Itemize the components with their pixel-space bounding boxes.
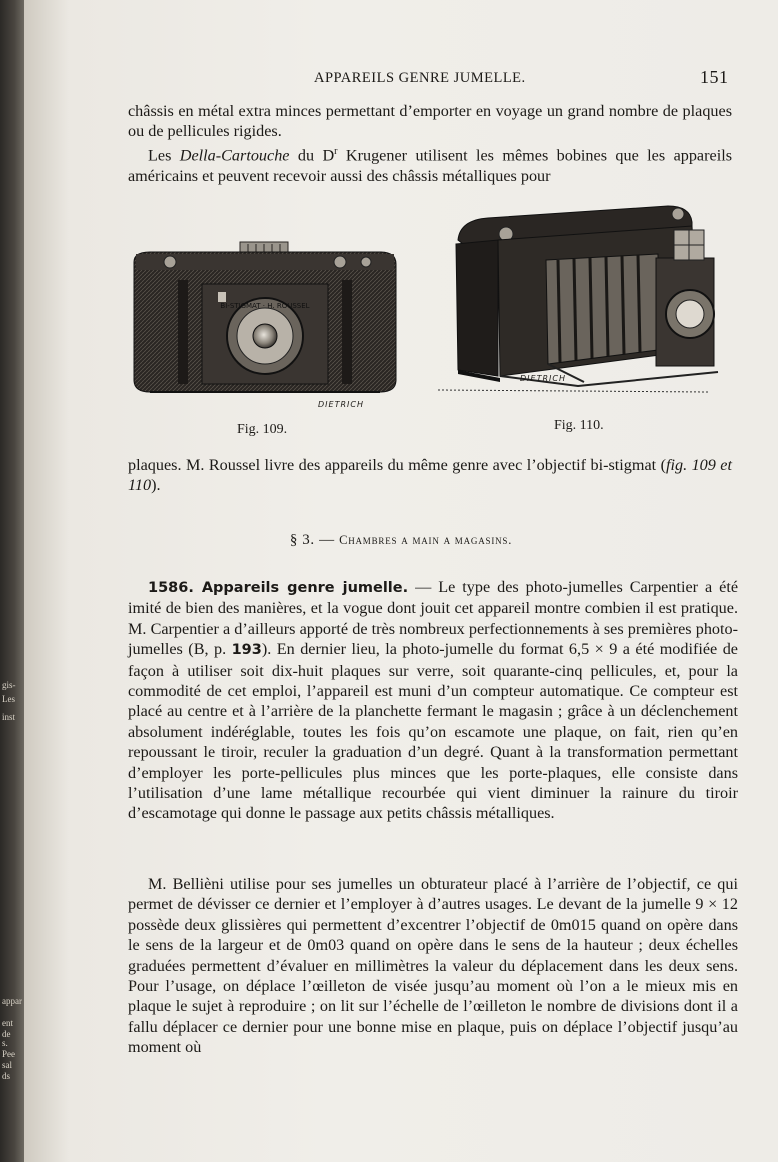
spine-fragment: gis- [2, 680, 16, 690]
page-reference: 193 [231, 642, 262, 659]
paragraph-intro [128, 101, 732, 186]
section-dash: — [314, 532, 340, 548]
figure-110-folding-camera-illustration [428, 200, 720, 402]
spine-fragment: sal ds [2, 1060, 12, 1081]
running-title: APPAREILS GENRE JUMELLE. [314, 70, 526, 86]
paragraph-figures-reference [128, 455, 732, 496]
book-page [24, 0, 778, 1162]
figure-109-camera-illustration [130, 240, 400, 410]
book-spine-left-page-edge [0, 0, 24, 1162]
text-line: Les [148, 146, 180, 165]
spine-fragment: Les [2, 694, 15, 704]
article-number: 1586 [148, 580, 189, 596]
paragraph-bellieni [128, 874, 738, 1058]
text-fragment: ). [151, 476, 161, 495]
spine-fragment: appar [2, 996, 22, 1006]
text-fragment: du D [289, 146, 335, 165]
product-name: Della-Cartouche [179, 146, 290, 165]
spine-fragment: ent de [2, 1018, 13, 1039]
section-number: § 3. [289, 532, 315, 548]
section-title: Chambres a main a magasins. [339, 533, 513, 547]
text-line: appareils américains et peuvent recevoir aussi des châssis métalliques pour [128, 146, 732, 185]
spine-fragment: s. Pee [2, 1038, 15, 1059]
figure-reference: fig. 109 et 110 [128, 456, 732, 495]
engraver-signature: DIETRICH [520, 374, 566, 383]
spine-fragment: inst [2, 712, 16, 722]
figure-109-caption: Fig. 109. [237, 422, 288, 437]
figure-110-caption: Fig. 110. [554, 418, 604, 433]
text-fragment: — Le type des photo-jumelles Carpentier a été imité de bien des manières, et la vogue dont jouit cet appareil montre combien il est pratique. M. Carpentier a d’ailleurs apporté de très nombreux perfectionnements à ses premières photo-jumelles (B, p. [128, 578, 739, 659]
text-line: châssis en métal extra minces permettant d’emporter en voyage un grand [128, 102, 605, 120]
superscript: r [334, 145, 338, 157]
text-fragment: plaques. M. Roussel livre des appareils du même genre avec l’objectif bi-stigmat ( [128, 456, 666, 474]
text-fragment: ). En dernier lieu, la photo-jumelle du format 6,5 × 9 a été modifiée de façon à utiliser soit dix-huit plaques sur verre, soit quarante-cinq pellicules, et, pour la commodité de cet emploi, l’appareil est muni d’un compteur automatique. Ce compteur est placé au centre et à l’arrière de la planchette fermant le magasin ; grâce à un déclenchement absolument indéréglable, toutes les fois qu’on escamote une plaque, on fait, rien qu’en repoussant le tiroir, reculer la graduation d’un degré. Quant à la transformation permettant d’employer les porte-pellicules plus minces que les porte-plaques, elle consiste dans l’utilisation d’une lame métallique recourbée qui vient diminuer la rainure du tiroir d’escamotage qui donne le passage aux petits châssis métalliques. [128, 640, 738, 823]
text-fragment: M. Bellièni utilise pour ses jumelles un obturateur placé à l’arrière de l’objectif, ce qui permet de dévisser ce dernier et l’employer à d’autres usages. Le devant de la jumelle 9 × 12 possède deux glissières qui permettent d’excentrer l’objectif de 0m015 quand on opère dans le sens de la largeur et de 0m03 quand on opère dans le sens de la hauteur ; deux échelles graduées permettent d’évaluer en millimètres la valeur du déplacement dans les deux sens. Pour l’usage, on déplace l’œilleton de visée jusqu’au moment où l’on a le mieux mis en plaque le sujet à reproduire ; on lit sur l’échelle de l’œilleton le nombre de divisions dont il a fallu déplacer ce dernier pour une bonne mise en plaque, puis on déplace l’objectif jusqu’au moment où [128, 875, 738, 1057]
section-heading [24, 532, 778, 549]
text-fragment: Krugener utilisent les mêmes bobines que les [337, 146, 666, 165]
running-header [24, 67, 778, 90]
page-number: 151 [700, 67, 729, 87]
article-heading: . Appareils genre jumelle. [188, 580, 409, 596]
lens-engraving: BI-STIGMAT · H. ROUSSEL [220, 302, 310, 310]
text-line: nombre de plaques ou de pellicules rigides. [128, 102, 733, 141]
engraver-signature: DIETRICH [318, 400, 364, 409]
paragraph-1586 [128, 577, 738, 824]
